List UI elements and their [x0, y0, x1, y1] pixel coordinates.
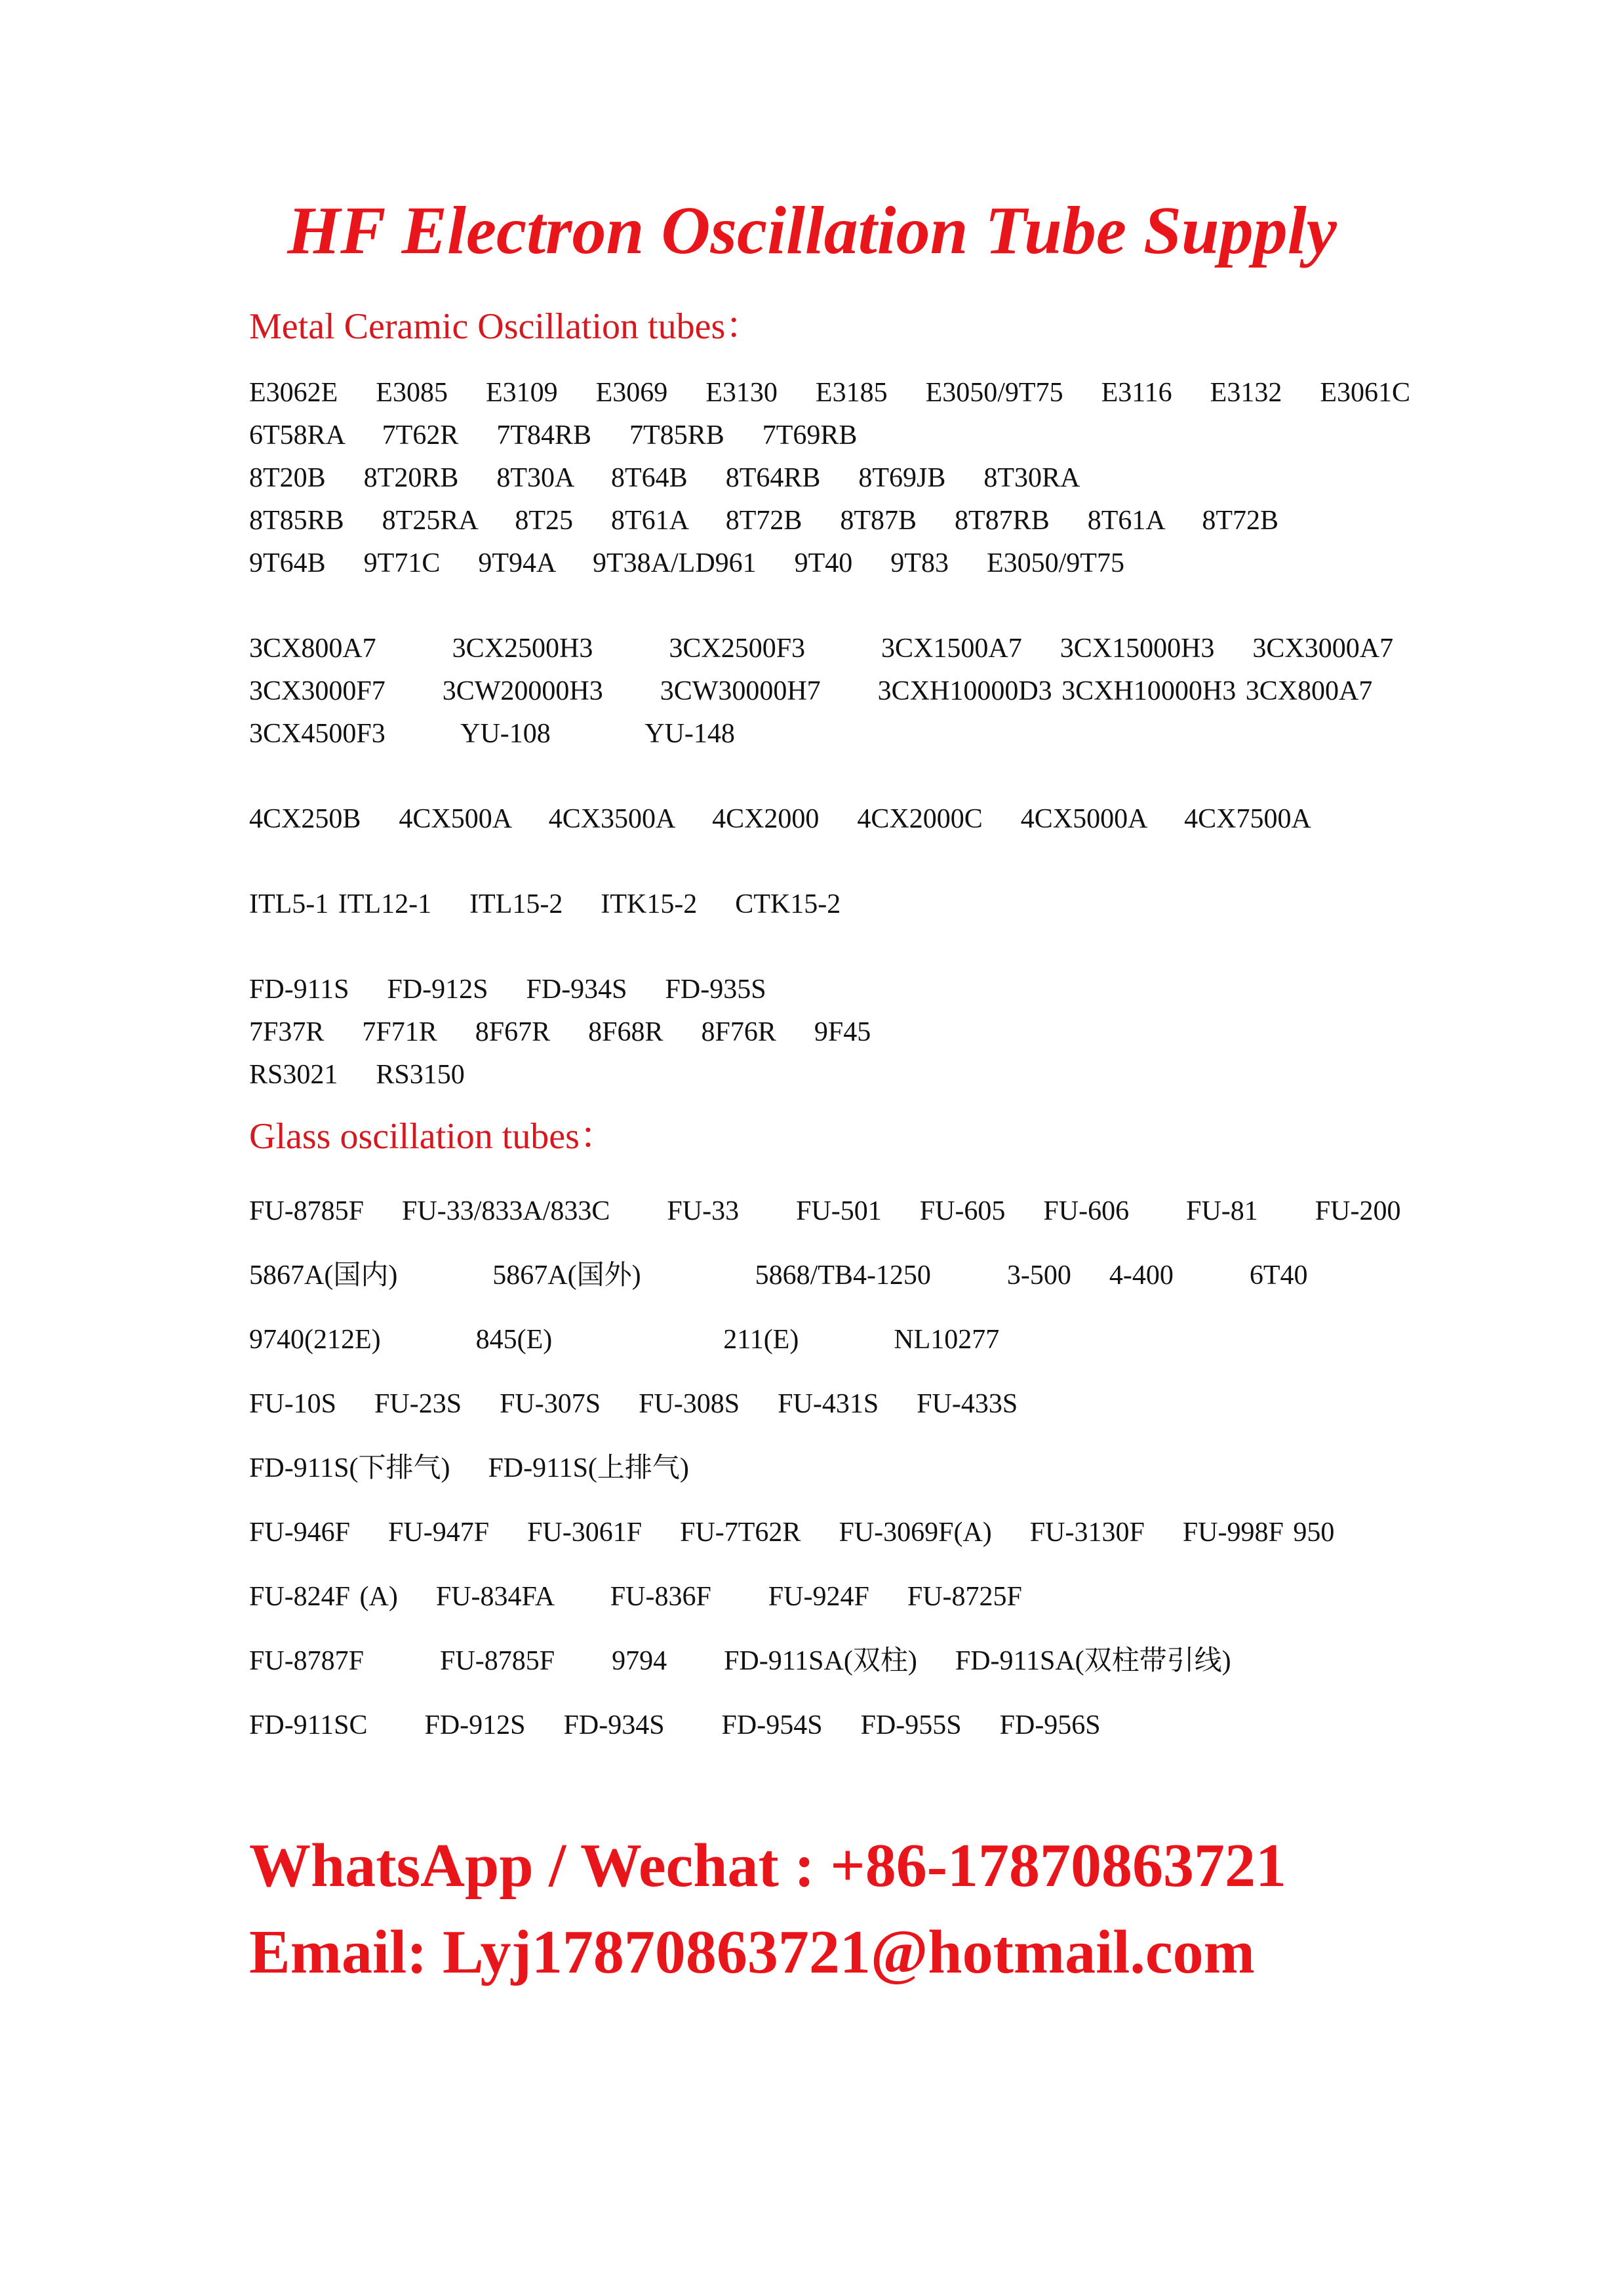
model-list-line: FU-10S FU-23S FU-307S FU-308S FU-431S FU-433S [249, 1389, 1018, 1419]
model-list-line: 4CX250B 4CX500A 4CX3500A 4CX2000 4CX2000C 4CX5000A 4CX7500A [249, 804, 1311, 834]
model-list-line: 8T85RB 8T25RA 8T25 8T61A 8T72B 8T87B 8T87RB 8T61A 8T72B [249, 506, 1279, 536]
model-list-line: FD-911SC FD-912S FD-934S FD-954S FD-955S FD-956S [249, 1710, 1101, 1740]
model-list-line: ITL5-1 ITL12-1 ITL15-2 ITK15-2 CTK15-2 [249, 889, 841, 919]
section-heading-glass: Glass oscillation tubes： [249, 1116, 616, 1157]
model-list-line: FU-8787F FU-8785F 9794 FD-911SA(双柱) FD-911SA(双柱带引线) [249, 1646, 1231, 1676]
model-list-line: 9740(212E) 845(E) 211(E) NL10277 [249, 1325, 1000, 1355]
model-list-line: 9T64B 9T71C 9T94A 9T38A/LD961 9T40 9T83 E3050/9T75 [249, 548, 1124, 578]
contact-whatsapp-wechat: WhatsApp / Wechat : +86-17870863721 [249, 1832, 1287, 1900]
model-list-line: 8T20B 8T20RB 8T30A 8T64B 8T64RB 8T69JB 8T30RA [249, 463, 1080, 493]
model-list-line: RS3021 RS3150 [249, 1060, 465, 1090]
model-list-line: 6T58RA 7T62R 7T84RB 7T85RB 7T69RB [249, 420, 858, 451]
model-list-line: 3CX800A7 3CX2500H3 3CX2500F3 3CX1500A7 3CX15000H3 3CX3000A7 [249, 633, 1394, 664]
section-heading-metal-ceramic: Metal Ceramic Oscillation tubes： [249, 306, 762, 347]
model-list-line: 3CX4500F3 YU-108 YU-148 [249, 719, 735, 749]
model-list-line: 5867A(国内) 5867A(国外) 5868/TB4-1250 3-500 4-400 6T40 [249, 1260, 1308, 1291]
model-list-line: 7F37R 7F71R 8F67R 8F68R 8F76R 9F45 [249, 1017, 871, 1047]
model-list-line: FD-911S FD-912S FD-934S FD-935S [249, 974, 766, 1005]
model-list-line: E3062E E3085 E3109 E3069 E3130 E3185 E3050/9T75 E3116 E3132 E3061C [249, 378, 1410, 408]
model-list-line: FD-911S(下排气) FD-911S(上排气) [249, 1453, 689, 1483]
model-list-line: FU-946F FU-947F FU-3061F FU-7T62R FU-3069F(A) FU-3130F FU-998F 950 [249, 1517, 1335, 1548]
contact-email: Email: Lyj17870863721@hotmail.com [249, 1918, 1255, 1986]
page-title: HF Electron Oscillation Tube Supply [287, 193, 1337, 268]
model-list-line: 3CX3000F7 3CW20000H3 3CW30000H7 3CXH10000D3 3CXH10000H3 3CX800A7 [249, 676, 1373, 706]
model-list-line: FU-8785F FU-33/833A/833C FU-33 FU-501 FU-605 FU-606 FU-81 FU-200 [249, 1196, 1401, 1226]
model-list-line: FU-824F (A) FU-834FA FU-836F FU-924F FU-8725F [249, 1582, 1022, 1612]
